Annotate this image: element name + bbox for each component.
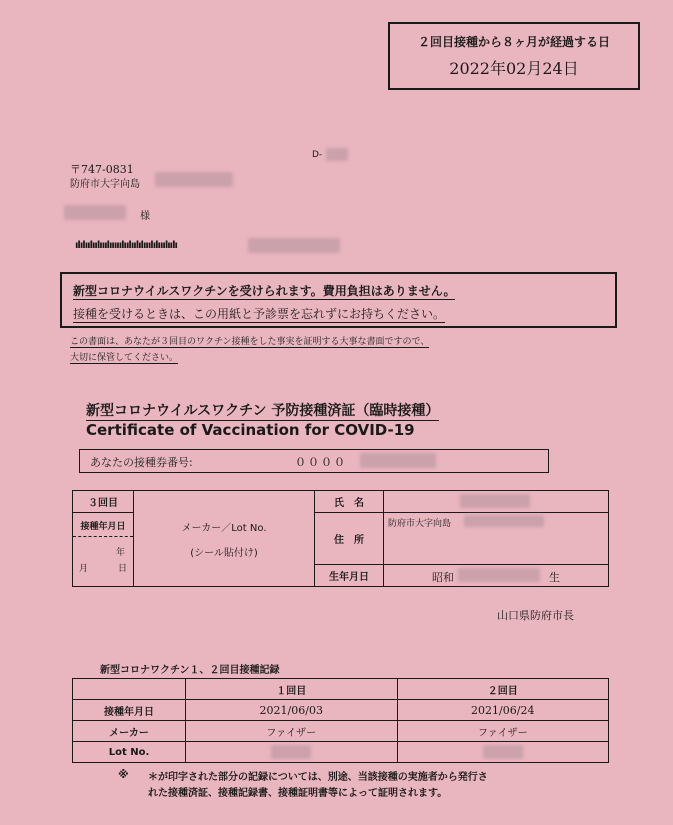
dose2-maker: ファイザー [397,721,609,742]
notice-line1: 新型コロナウイルスワクチンを受けられます。費用負担はありません。 [73,284,456,298]
records-title: 新型コロナワクチン１、２回目接種記録 [100,665,280,676]
footnote-line1: ＊が印字された部分の記録については、別途、当該接種の実施者から発行さ [148,772,488,783]
records-col1: １回目 [186,679,398,700]
name-label: 氏 名 [315,491,384,513]
row-label-maker: メーカー [73,721,186,742]
date-cell [73,513,134,587]
redacted-barcode [248,238,340,253]
postal-code: 〒747-0831 [70,163,134,176]
notice-box [60,272,617,328]
day-label: 日 [117,564,127,574]
records-table [72,678,609,763]
address-line: 防府市大字向島 [70,179,140,190]
reminder-box [388,22,640,90]
month-label: 月 [79,564,89,574]
footnote-line2: れた接種済証、接種記録書、接種証明書等によって証明されます。 [148,788,448,799]
date-label: 接種年月日 [73,519,133,537]
row-label-lot: Lot No. [73,742,186,763]
era-label: 昭和 [432,571,454,584]
reminder-date: 2022年02月24日 [449,59,579,78]
redacted-lot2 [483,745,523,759]
address-value: 防府市大字向島 [388,519,452,529]
birth-suffix: 生 [549,571,560,584]
dose1-lot [186,742,398,763]
redacted-birth [458,568,540,582]
mail-code: D- [312,150,323,160]
address-value-cell [384,513,609,565]
issuer: 山口県防府市長 [497,609,574,622]
table-row [73,742,609,763]
reminder-line1: ２回目接種から８ヶ月が経過する日 [417,35,610,49]
redacted-code [326,148,348,161]
honorific: 様 [140,211,150,222]
row-label-date: 接種年月日 [73,700,186,721]
redacted-address [155,172,233,187]
table-row [73,700,609,721]
table-row [73,721,609,742]
voucher-label: あなたの接種券番号: [90,456,193,469]
dose1-maker: ファイザー [186,721,398,742]
voucher-number: ００００ [295,456,347,469]
voucher-box [79,449,549,473]
year-label: 年 [115,548,125,558]
dose1-date: 2021/06/03 [186,700,398,721]
dose2-date: 2021/06/24 [397,700,609,721]
postal-barcode: ılılıılıılııılııııılıılıılılııılılııılıılı [75,240,177,251]
redacted-name-value [460,494,530,508]
notice-line2: 接種を受けるときは、この用紙と予診票を忘れずにお持ちください。 [73,307,446,321]
maker-lot-cell [134,491,315,587]
redacted-address-value [464,515,544,527]
birth-label: 生年月日 [315,565,384,587]
name-value [384,491,609,513]
certificate-title-en: Certificate of Vaccination for COVID-19 [86,421,415,439]
footnote-mark: ※ [118,768,129,781]
address-label: 住 所 [315,513,384,565]
third-dose-label: ３回目 [73,491,134,513]
dose2-lot [397,742,609,763]
maker-lot-label: メーカー／Lot No. [181,522,267,534]
notice-sub1: この書面は、あなたが３回目のワクチン接種をした事実を証明する大事な書面ですので、 [70,334,429,348]
records-col2: ２回目 [397,679,609,700]
redacted-lot1 [271,745,311,759]
sticker-label: (シール貼付け) [190,547,258,559]
certificate-title-jp: 新型コロナウイルスワクチン 予防接種済証（臨時接種） [86,400,439,421]
third-dose-table [72,490,609,587]
redacted-voucher [360,453,436,468]
notice-sub2: 大切に保管してください。 [70,350,178,364]
redacted-name [64,205,126,220]
birth-value [384,565,609,587]
